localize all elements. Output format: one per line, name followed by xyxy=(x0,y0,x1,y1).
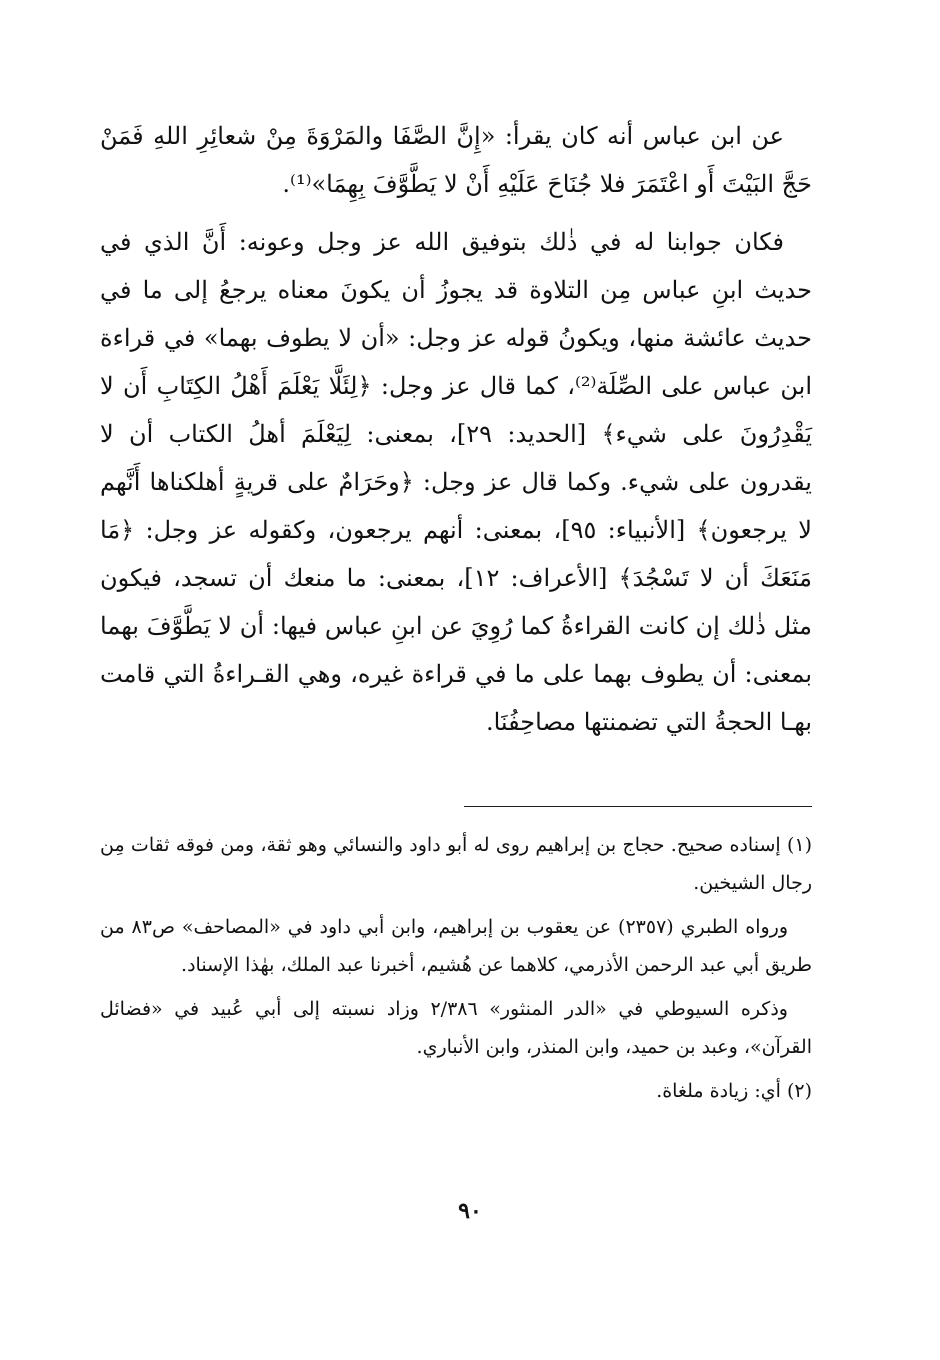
footnote-1: (١) إسناده صحيح. حجاج بن إبراهيم روى له أبو داود والنسائي وهو ثقة، ومن فوقه ثقات مِن رجال الشيخين. xyxy=(100,834,812,894)
footnote-2: (٢) أي: زيادة ملغاة. xyxy=(656,1080,812,1102)
footnote-1-continuation-a: ورواه الطبري (٢٣٥٧) عن يعقوب بن إبراهيم، وابن أبي داود في «المصاحف» ص٨٣ من طريق أبي عبد الرحمن الأذرمي، كلاهما عن هُشيم، أخبرنا عبد الملك، بهٰذا الإسناد. xyxy=(100,916,812,976)
main-paragraph-2: فكان جوابنا له في ذٰلك بتوفيق الله عز وجل وعونه: أَنَّ الذي في حديث ابنِ عباس مِن التلاوة قد يجوزُ أن يكونَ معناه يرجعُ إلى ما في حديث عائشة منها، ويكونُ قوله عز وجل: «أن لا يطوف بهما» في قراءة ابن عباس على الصِّلَة⁽²⁾، كما قال عز وجل: ﴿لِئَلَّا يَعْلَمَ أَهْلُ الكِتَابِ أَن لا يَقْدِرُونَ على شيء﴾ [الحديد: ٢٩]، بمعنى: لِيَعْلَمَ أهلُ الكتاب أن لا يقدرون على شيء. وكما قال عز وجل: ﴿وحَرَامٌ على قريةٍ أهلكناها أَنَّهم لا يرجعون﴾ [الأنبياء: ٩٥]، بمعنى: أنهم يرجعون، وكقوله عز وجل: ﴿مَا مَنَعَكَ أن لا تَسْجُدَ﴾ [الأعراف: ١٢]، بمعنى: ما منعك أن تسجد، فيكون مثل ذٰلك إن كانت القراءةُ كما رُوِيَ عن ابنِ عباس فيها: أن لا يَطَّوَّفَ بهما بمعنى: أن يطوف بهما على ما في قراءة غيره، وهي القـراءةُ التي قامت بهـا الحجةُ التي تضمنتها مصاحِفُنَا. xyxy=(100,228,813,736)
footnote-1-continuation-b: وذكره السيوطي في «الدر المنثور» ٢/٣٨٦ وزاد نسبته إلى أبي عُبيد في «فضائل القرآن»، وعبد بن حميد، وابن المنذر، وابن الأنباري. xyxy=(100,998,812,1058)
main-paragraph-1: عن ابن عباس أنه كان يقرأ: «إِنَّ الصَّفَا والمَرْوَةَ مِنْ شعائِرِ اللهِ فَمَنْ حَجَّ البَيْتَ أَو اعْتَمَرَ فلا جُنَاحَ عَلَيْهِ أَنْ لا يَطَّوَّفَ بِهِمَا»⁽¹⁾. xyxy=(100,122,812,198)
page-number: ٩٠ xyxy=(458,1198,482,1224)
footnote-separator xyxy=(464,806,812,807)
main-text xyxy=(100,112,812,746)
footnotes xyxy=(100,826,812,1116)
